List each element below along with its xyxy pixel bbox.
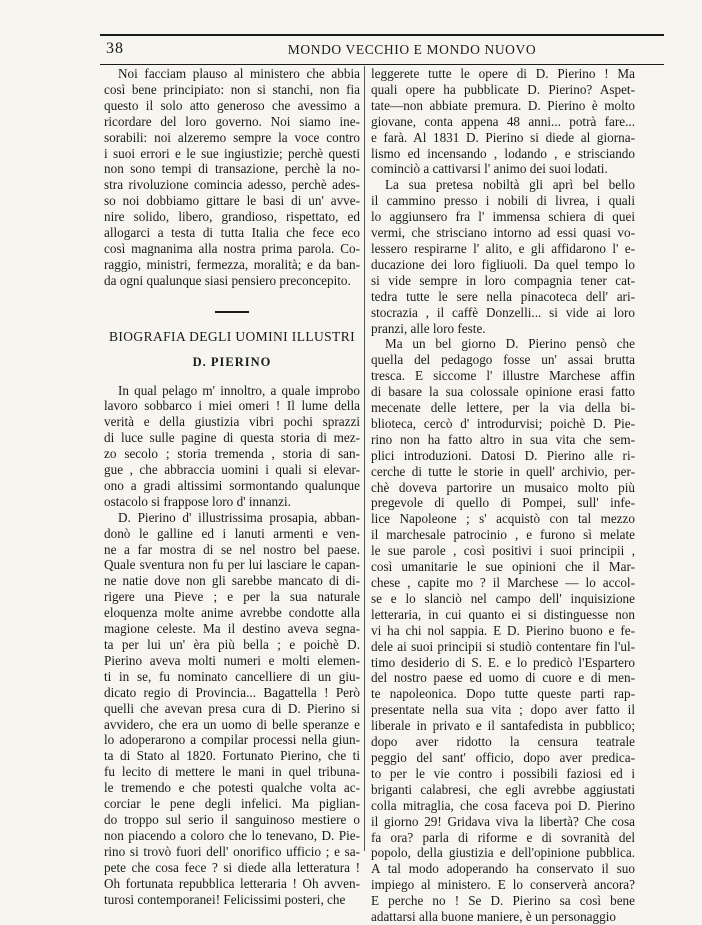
text-line: se e lo slanciò nel campo dell' inquisizione bbox=[371, 590, 635, 606]
text-line: Noi facciam plauso al ministero che abbia bbox=[118, 66, 360, 81]
paragraph-opere bbox=[371, 66, 635, 177]
text-line: il cammino presso i nobili di livrea, i quali bbox=[371, 193, 635, 209]
text-line: il giorno 29! Gridava viva la libertà? Che cosa bbox=[371, 813, 635, 829]
text-line: le sue parole , così positivi i suoi principii , bbox=[371, 543, 635, 559]
text-line: zo secolo ; storia tremenda , storia di san- bbox=[104, 446, 360, 462]
text-line: lismo ed incensando , lodando , e strisciando bbox=[371, 145, 635, 161]
page-number: 38 bbox=[106, 40, 124, 57]
text-line: donò le galline ed i lanuti armenti e ven- bbox=[104, 525, 360, 541]
text-line: gue , che abbraccia uomini i quali si elevar- bbox=[104, 462, 360, 478]
text-line: fu lecito di mettere le mani in quel tribuna- bbox=[104, 764, 360, 780]
article-subtitle: D. PIERINO bbox=[192, 354, 272, 369]
text-line: briganti calabresi, che egli avrebbe aggiustati bbox=[371, 781, 635, 797]
text-line: nire solido, libero, grandioso, rispettato, ed bbox=[104, 209, 360, 225]
text-line: magione celeste. Ma il destino aveva segna- bbox=[104, 621, 360, 637]
right-column bbox=[371, 66, 635, 925]
text-line: quali opere ha pubblicate D. Pierino? Aspet- bbox=[371, 81, 635, 97]
column-divider bbox=[364, 66, 365, 851]
paragraph-ministero bbox=[104, 66, 360, 289]
text-line: peggio del sant' officio, dopo aver predica- bbox=[371, 749, 635, 765]
text-line: lo adoperarono a compilar processi nella giun- bbox=[104, 732, 360, 748]
text-line: corciar le pene degli infelici. Ma piglian- bbox=[104, 796, 360, 812]
text-line: chese , capite mo ? il Marchese — lo accol- bbox=[371, 575, 635, 590]
text-line: vi ha chi nol sappia. E D. Pierino buono e fe- bbox=[371, 622, 635, 638]
text-line: cerche di tutte le storie in quell' archivio, per- bbox=[371, 463, 635, 479]
text-line: lo aggiunsero fra l' immensa schiera di quei bbox=[371, 209, 635, 225]
paragraph-intro bbox=[104, 383, 360, 510]
section-title: BIOGRAFIA DEGLI UOMINI ILLUSTRI bbox=[108, 328, 355, 344]
section-separator bbox=[215, 311, 249, 313]
text-line: dicato regio di Provincia... Bagattella ! Però bbox=[104, 684, 360, 700]
text-line: eloquenza molte anime avrebbe condotte alla bbox=[104, 605, 360, 621]
text-line: adattarsi alla buone maniere, è un personaggio bbox=[371, 909, 616, 925]
text-line: quella del pedagogo fosse un' assai brutta bbox=[371, 352, 635, 368]
text-line: e farà. Al 1831 D. Pierino si diede al giorna- bbox=[371, 129, 635, 145]
text-line: lavoro sobbarco i miei omeri ! Il lume della bbox=[104, 398, 360, 414]
text-line: tedra tutte le sere nella pinacoteca dell' ari- bbox=[371, 288, 635, 304]
text-line: A tal modo adoperando ha conservato il suo bbox=[371, 861, 635, 877]
text-line: tresca. E siccome l' illustre Marchese affin bbox=[371, 368, 635, 384]
header-bottom-rule bbox=[100, 64, 664, 65]
text-line: da ogni qualunque siasi pensiero preconcepito. bbox=[104, 272, 351, 288]
text-line: dopo aver ridotto la censura teatrale bbox=[371, 734, 635, 750]
text-line: giovane, conta appena 48 anni... potrà fare... bbox=[371, 113, 635, 129]
text-line: dele ai suoi principii si studiò contentare fin l'ul- bbox=[371, 638, 635, 654]
text-line: così umanitarie le sue opinioni che il Mar- bbox=[371, 559, 635, 575]
text-line: timo desiderio di S. E. e lo predicò l'Espartero bbox=[371, 654, 635, 670]
text-line: non sono tempi di transazione, perchè la no- bbox=[104, 161, 360, 177]
left-column bbox=[104, 66, 360, 907]
text-line: presentate nella sua vita ; dopo aver fatto il bbox=[371, 702, 635, 718]
text-line: colla mitraglia, che cosa faceva poi D. Pierino bbox=[371, 797, 635, 813]
text-line: tate—non abbiate premura. D. Pierino è molto bbox=[371, 97, 635, 113]
text-line: Quale sventura non fu per lui lasciare le capan- bbox=[104, 557, 360, 573]
text-line: cominciò a cattivarsi l' animo dei suoi lodati. bbox=[371, 161, 608, 177]
text-line: In qual pelago m' innoltro, a quale improbo bbox=[118, 382, 360, 398]
text-line: fa ora? parla di riforme e di sovranità del bbox=[371, 829, 635, 845]
text-line: impiego al ministero. E lo conserverà ancora? bbox=[371, 877, 635, 893]
text-line: do troppo sul serio il sanguinoso mestiere o bbox=[104, 811, 360, 827]
text-line: to per le vie contro i possibili faziosi ed i bbox=[371, 765, 635, 781]
text-line: blioteca, cercò d' introdurvisi; poichè D. Pie- bbox=[371, 415, 635, 431]
text-line: ta per lui un' èra più bella ; e poichè D. bbox=[104, 637, 360, 652]
text-line: stra rivoluzione comincia adesso, perchè ades- bbox=[104, 177, 360, 193]
text-line: mecenate delle lettere, per la via della bi- bbox=[371, 400, 635, 416]
text-line: non piacendo a coloro che lo tenevano, D. Pie- bbox=[104, 827, 360, 843]
text-line: allogarci a testa di tutta Italia che fece eco bbox=[104, 225, 360, 241]
text-line: E perche no ! Se D. Pierino sa così bene bbox=[371, 893, 635, 909]
text-line: popolo, della giustizia e dell'opinione pubblica. bbox=[371, 845, 635, 861]
text-line: chè doveva partorire un musaico molto più bbox=[371, 479, 635, 495]
text-line: così magnanima alla nostra prima parola. Co- bbox=[104, 240, 360, 256]
paragraph-nobilta bbox=[371, 177, 635, 336]
text-line: so noi dobbiamo gittare le basi di un' avve- bbox=[104, 193, 360, 209]
text-line: verità e della giustizia vibri pochi sprazzi bbox=[104, 414, 360, 430]
text-line: ti in se, fu nominato cancelliere di un giu- bbox=[104, 668, 360, 684]
text-line: rino non ha fatto altro in sua vita che sem- bbox=[371, 431, 635, 447]
text-line: Ma un bel giorno D. Pierino pensò che bbox=[385, 336, 635, 352]
text-line: pranzi, alle loro feste. bbox=[371, 320, 486, 336]
text-line: stocrazia , il caffè Donzelli... si vide ai loro bbox=[371, 304, 635, 320]
text-line: Pierino aveva molti numeri e molti elemen- bbox=[104, 652, 360, 668]
text-line: rino si trovò fuori dell' onorifico ufficio ; e sa- bbox=[104, 843, 360, 859]
text-line: rigere una Pieve ; e per la sua naturale bbox=[104, 589, 360, 605]
text-line: del nostro paese ed uomo di cuore e di men- bbox=[371, 670, 635, 686]
text-line: pete che cosa fece ? si diede alla letteratura ! bbox=[104, 859, 360, 875]
text-line: ne natie dove non gli sarebbe mancato di di- bbox=[104, 573, 360, 589]
text-line: leggerete tutte le opere di D. Pierino ! Ma bbox=[371, 66, 635, 81]
text-line: ta di Stato al 1820. Fortunato Pierino, che ti bbox=[104, 748, 360, 764]
text-line: le tremendo e che potesti qualche volta ac- bbox=[104, 780, 360, 796]
text-line: i suoi errori e le sue ingiustizie; perchè questi bbox=[104, 145, 360, 161]
text-line: turosi contemporanei! Felicissimi posteri, che bbox=[104, 891, 346, 907]
text-line: ducazione dei loro figliuoli. Da quel tempo lo bbox=[371, 256, 635, 272]
text-line: vermi, che strisciano intorno ad essi quasi vo- bbox=[371, 225, 635, 241]
text-line: te napoleonica. Dopo tutte queste parti rap- bbox=[371, 686, 635, 702]
text-line: questo il solo atto generoso che avessimo a bbox=[104, 97, 360, 113]
text-line: La sua pretesa nobiltà gli aprì bel bello bbox=[385, 177, 635, 193]
text-line: ono a gradi altissimi sormontando qualunque bbox=[104, 477, 360, 493]
text-line: raggio, ministri, fermezza, moralità; e da ban- bbox=[104, 256, 360, 272]
text-line: si vide sempre in loro compagnia tener cat- bbox=[371, 272, 635, 288]
paragraph-marchese bbox=[371, 336, 635, 925]
text-line: il marchesale patrocinio , e furono sì melate bbox=[371, 527, 635, 543]
paragraph-biography bbox=[104, 510, 360, 908]
text-line: lice Napoleone ; s' acquistò con tal mezzo bbox=[371, 511, 635, 527]
text-line: ne a far mostra di se nel nostro bel paese. bbox=[104, 541, 360, 557]
text-line: sorabili: noi alzeremo sempre la voce contro bbox=[104, 129, 360, 145]
text-line: avvidero, che era un uomo di belle speranze e bbox=[104, 716, 360, 732]
page-header bbox=[100, 38, 664, 58]
text-line: così bene principiato: non si stanchi, non fia bbox=[104, 81, 360, 97]
text-line: Oh fortunata repubblica letteraria ! Oh avven- bbox=[104, 875, 360, 891]
text-line: quelli che avevan presa cura di D. Pierino si bbox=[104, 700, 360, 716]
text-line: D. Pierino d' illustrissima prosapia, abban- bbox=[118, 509, 360, 525]
text-line: plici introduzioni. Datosi D. Pierino alle ri- bbox=[371, 447, 635, 463]
text-line: letteraria, in cui quanto ei si distinguesse non bbox=[371, 606, 635, 622]
text-line: pregevole di quello di Pompei, sull' infe- bbox=[371, 495, 635, 511]
header-top-rule bbox=[100, 34, 664, 36]
text-line: di basare la sua colossale opinione erasi fatto bbox=[371, 384, 635, 400]
text-line: ricordare del loro governo. Noi siamo ine- bbox=[104, 113, 360, 129]
text-line: liberale in privato e il santafedista in pubblico; bbox=[371, 718, 635, 734]
text-line: lessero respirarne l' alito, e gli affidarono l' e- bbox=[371, 240, 635, 256]
running-title: MONDO VECCHIO E MONDO NUOVO bbox=[287, 42, 537, 57]
text-line: di luce sulle pagine di questa storia di mez- bbox=[104, 430, 360, 446]
text-line: ostacolo si frappose loro d' innanzi. bbox=[104, 493, 291, 509]
